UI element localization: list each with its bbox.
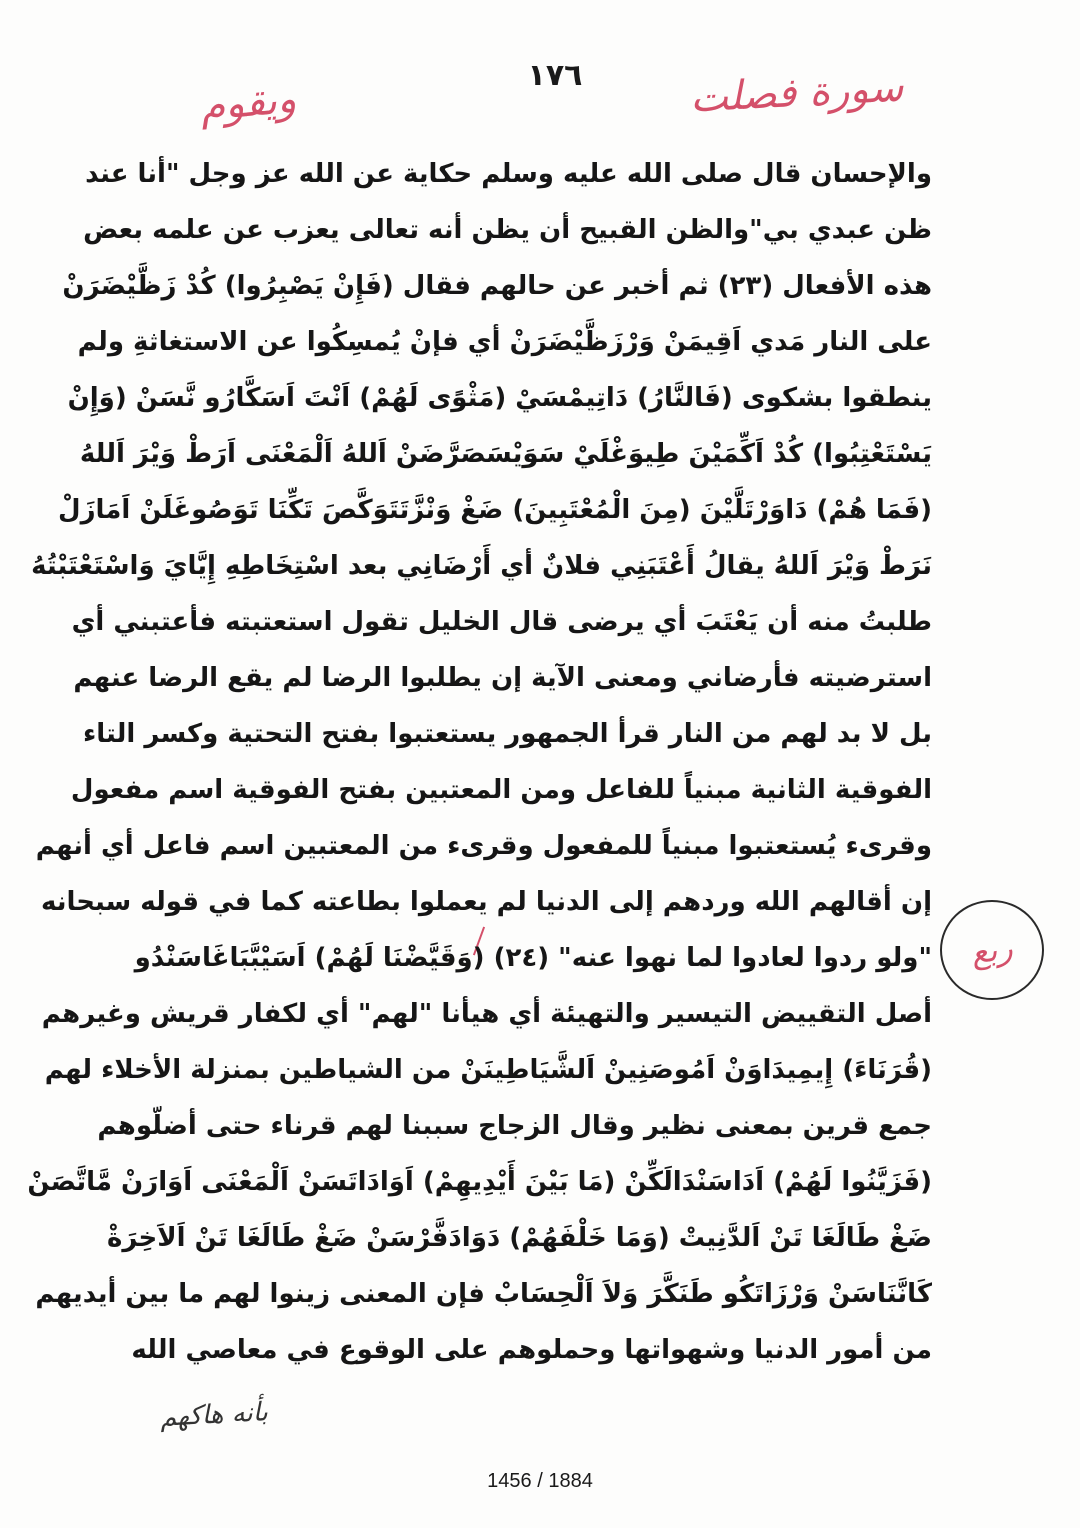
text-line: وقرىء يُستعتبوا مبنياً للمفعول وقرىء من المعتبين اسم فاعل أي أنهم	[35, 831, 932, 861]
margin-rub-label: ربع	[968, 928, 1016, 972]
text-line: استرضيته فأرضاني ومعنى الآية إن يطلبوا الرضا لم يقع الرضا عنهم	[73, 663, 932, 693]
text-line: إن أقالهم الله وردهم إلى الدنيا لم يعملوا بطاعته كما في قوله سبحانه	[40, 887, 932, 917]
text-line: يَسْتَعْتِبُوا) كُدْ اَكِّمَيْنَ طِيوَغْلَيْ سَوَيْسَصَرَّضَنْ اَللهُ اَلْمَعْنَى اَرَطْ وَيْرَ اَللهُ	[79, 439, 932, 469]
handwritten-footnote: بأنه هاكهم	[159, 1397, 269, 1433]
text-line: على النار مَدي اَقِيمَنْ وَرْزَظَّيْضَرَنْ أي فإنْ يُمسِكُوا عن الاستغاثةِ ولم	[77, 327, 932, 357]
text-line: أصل التقييض التيسير والتهيئة أي هيأنا "لهم" أي لكفار قريش وغيرهم	[41, 999, 932, 1029]
margin-rub-circle	[940, 900, 1044, 1000]
body-text	[27, 146, 932, 1378]
text-line: (فَزَيَّنُوا لَهُمْ) اَدَاسَنْدَالَكِّنْ (مَا بَيْنَ أَيْدِيهِمْ) اَوَادَاتَسَنْ اَلْمَعْنَى اَوَارَنْ مَّاتَّصَنْ	[27, 1167, 932, 1197]
text-line: ينطقوا بشكوى (فَالنَّارُ) دَاتِيمْسَيْ (مَثْوًى لَهُمْ) اَنْتَ اَسَكَّارُو نَّسَنْ (وَإِنْ	[67, 383, 932, 413]
handwritten-annotation-left: ويقوم	[198, 75, 298, 131]
text-line: ضَغْ طَالَغَا تَنْ اَلدَّنِيتْ (وَمَا خَلْفَهُمْ) دَوَادَفَّرْسَنْ ضَغْ طَالَغَا تَنْ اَلاَخِرَةْ	[107, 1223, 932, 1253]
text-line: هذه الأفعال (٢٣) ثم أخبر عن حالهم فقال (فَإِنْ يَصْبِرُوا) كُدْ زَظَّيْضَرَنْ	[62, 271, 932, 301]
pdf-page-counter: 1456 / 1884	[487, 1470, 593, 1492]
text-line: الفوقية الثانية مبنياً للفاعل ومن المعتبين بفتح الفوقية اسم مفعول	[70, 775, 932, 805]
page-number-arabic: ١٧٦	[527, 58, 583, 93]
text-line: والإحسان قال صلى الله عليه وسلم حكاية عن الله عز وجل "أنا عند	[85, 159, 932, 189]
text-line: كَانَّنَاسَنْ وَرْزَاتَكُو طَنَكَّرَ وَلاَ اَلْحِسَابْ فإن المعنى زينوا لهم ما بين أيديهم	[35, 1279, 932, 1309]
text-line: بل لا بد لهم من النار قرأ الجمهور يستعتبوا بفتح التحتية وكسر التاء	[83, 719, 932, 749]
text-line: نَرَطْ وَيْرَ اَللهُ يقالُ أَعْتَبَنِي فلانٌ أي أَرْضَانِي بعد اسْتِخَاطِهِ إِيَّايَ وَاسْتَعْتَبْتُهُ	[31, 551, 932, 581]
text-line: (قُرَنَاءَ) إِيمِيدَاوَنْ اَمُوصَنِينْ اَلشَّيَاطِينَنْ من الشياطين بمنزلة الأخلاء لهم	[44, 1055, 932, 1085]
text-line: "ولو ردوا لعادوا لما نهوا عنه" (٢٤) (وَقَيَّضْنَا لَهُمْ) اَسَيْبَّبَاغَاسَنْدُو	[134, 943, 932, 973]
text-line: جمع قرين بمعنى نظير وقال الزجاج سببنا لهم قرناء حتى أضلّوهم	[97, 1111, 932, 1141]
handwritten-annotation-surah: سورة فصلت	[688, 64, 905, 122]
text-line: طلبتُ منه أن يَعْتَبَ أي يرضى قال الخليل تقول استعتبته فأعتبني أي	[71, 607, 932, 637]
text-line: (فَمَا هُمْ) دَاوَرْتَلَّيْنَ (مِنَ الْمُعْتَبِينَ) ضَغْ وَنْزَّتَتَوَكَّصَ تَكِّنَا تَوَصُوغَلَنْ اَمَازَلْ	[58, 495, 932, 525]
text-line: ظن عبدي بي"والظن القبيح أن يظن أنه تعالى يعزب عن علمه بعض	[83, 215, 932, 245]
text-line: من أمور الدنيا وشهواتها وحملوهم على الوقوع في معاصي الله	[131, 1335, 932, 1365]
